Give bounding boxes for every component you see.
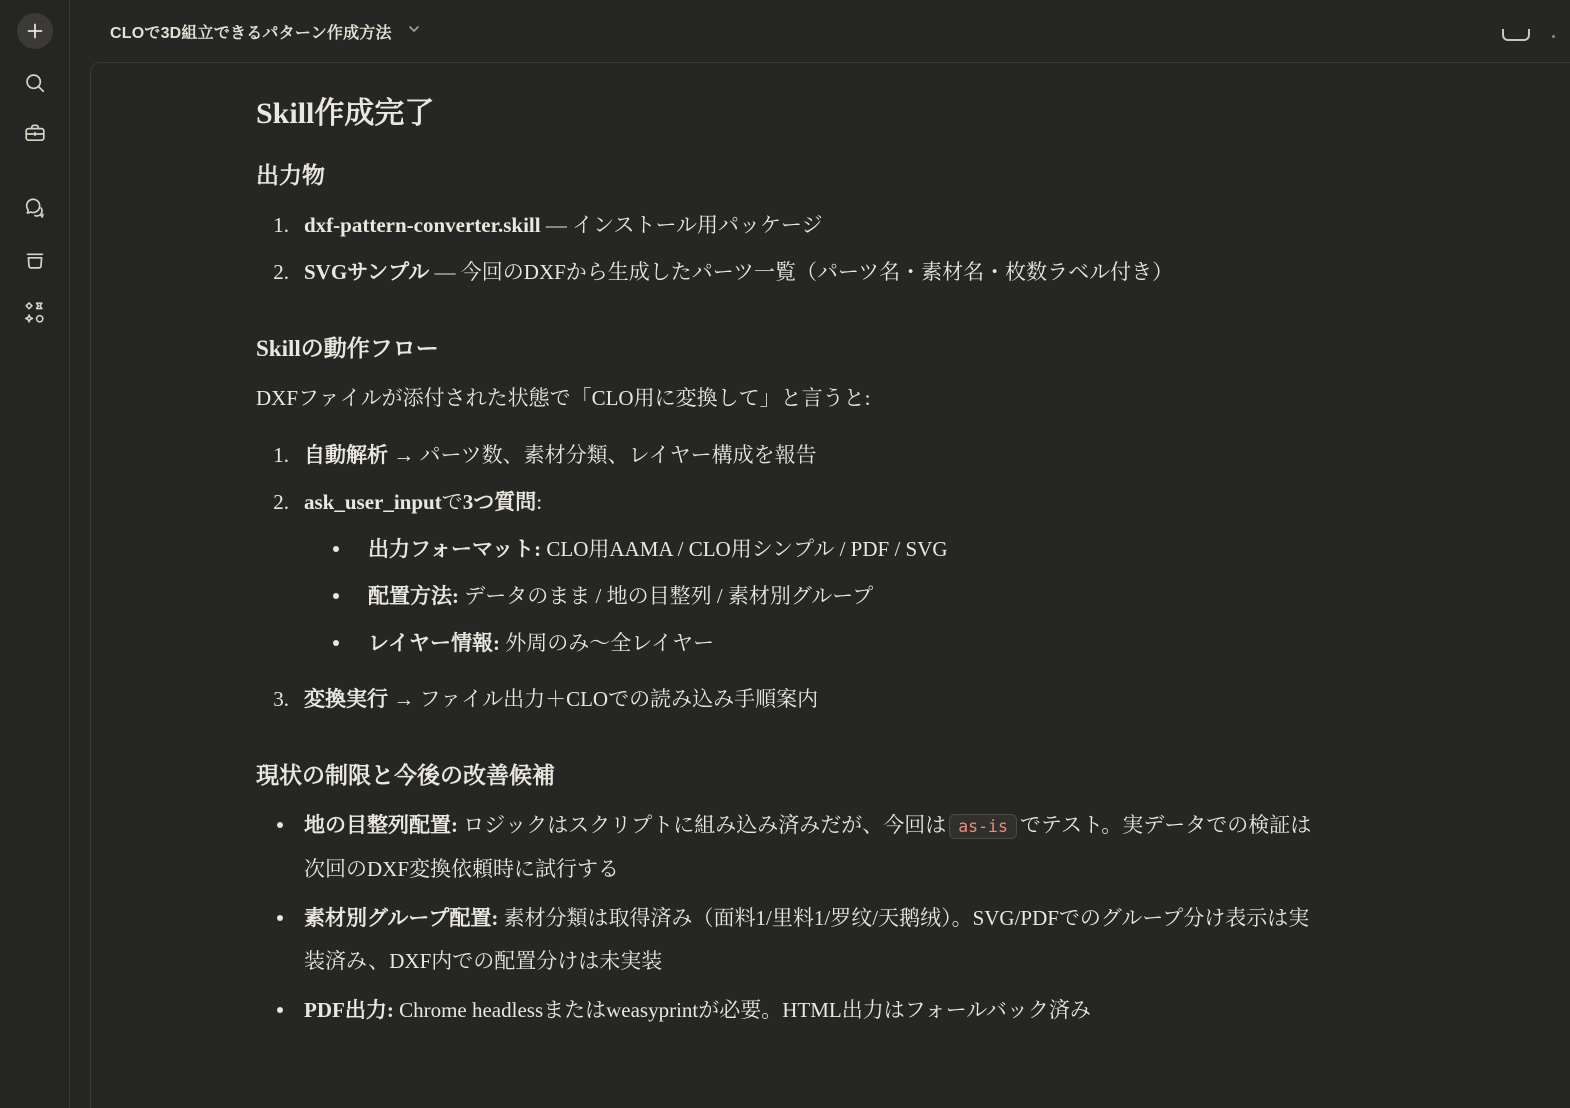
chat-panel: [90, 62, 1570, 1108]
inline-code: as-is: [949, 814, 1017, 839]
thread-title-dropdown[interactable]: [110, 20, 421, 43]
list-item: 1. dxf-pattern-converter.skill — インストール用パッケージ: [256, 204, 1314, 246]
window-control-dot-icon: [1552, 35, 1555, 38]
bullet-icon: [333, 640, 339, 646]
questions-list: [304, 528, 1314, 664]
projects-button[interactable]: [15, 113, 55, 153]
bullet-icon: [333, 546, 339, 552]
flow-list: [256, 434, 1314, 720]
list-item: PDF出力: Chrome headlessまたはweasyprintが必要。HTML出力はフォールバック済み: [256, 989, 1314, 1032]
chat-bubbles-icon: [22, 196, 47, 221]
list-item: 2. SVGサンプル — 今回のDXFから生成したパーツ一覧（パーツ名・素材名・枚数ラベル付き）: [256, 251, 1314, 293]
page-title: CLOで3D組立できるパターン作成方法: [110, 24, 392, 42]
flow-intro: DXFファイルが添付された状態で「CLO用に変換して」と言うと:: [256, 386, 871, 410]
sidebar: [0, 0, 70, 1108]
new-chat-button[interactable]: [17, 13, 53, 49]
limitations-heading: 現状の制限と今後の改善候補: [256, 763, 555, 788]
list-item: 地の目整列配置: ロジックはスクリプトに組み込み済みだが、今回は as-is でテスト。実データでの検証は次回のDXF変換依頼時に試行する: [256, 804, 1314, 891]
bullet-icon: [277, 822, 283, 828]
chats-button[interactable]: [15, 188, 55, 228]
outputs-heading: 出力物: [256, 163, 325, 188]
search-button[interactable]: [15, 63, 55, 103]
list-number: 2.: [273, 260, 289, 284]
storage-box-icon: [23, 249, 47, 273]
list-item: レイヤー情報: 外周のみ〜全レイヤー: [304, 622, 1314, 664]
list-item: 素材別グループ配置: 素材分類は取得済み（面料1/里料1/罗纹/天鹅绒）。SVG/PDFでのグループ分け表示は実装済み、DXF内での配置分けは未実装: [256, 897, 1314, 983]
limitations-list: [256, 804, 1314, 1032]
outputs-list: [256, 204, 1314, 293]
bullet-icon: [333, 593, 339, 599]
list-number: 1.: [273, 213, 289, 237]
list-item: 出力フォーマット: CLO用AAMA / CLO用シンプル / PDF / SVG: [304, 528, 1314, 570]
list-item: 配置方法: データのまま / 地の目整列 / 素材別グループ: [304, 575, 1314, 617]
plus-icon: [25, 21, 45, 41]
message-heading: Skill作成完了: [256, 97, 435, 130]
shapes-icon: [22, 300, 47, 325]
list-number: 2.: [273, 490, 289, 514]
main-area: [70, 0, 1570, 1108]
chevron-down-icon: [407, 22, 421, 41]
search-icon: [23, 71, 47, 95]
list-item: 2. ask_user_inputで3つ質問: 出力フォーマット: CLO用AAMA / CLO用シンプル / PDF / SVG 配置方法: データのまま / 地の目整列 / 素材別グループ レイヤー情報: 外周のみ〜全レイヤー: [256, 481, 1314, 673]
list-item: 3. 変換実行 → ファイル出力＋CLOでの読み込み手順案内: [256, 678, 1314, 720]
assistant-message: [256, 63, 1314, 1032]
window-control-partial-icon[interactable]: [1502, 29, 1530, 41]
thread-header: [70, 0, 1570, 62]
list-item: 1. 自動解析 → パーツ数、素材分類、レイヤー構成を報告: [256, 434, 1314, 476]
flow-heading: Skillの動作フロー: [256, 336, 439, 361]
artifacts-button[interactable]: [15, 241, 55, 281]
list-number: 1.: [273, 443, 289, 467]
bullet-icon: [277, 1007, 283, 1013]
connectors-button[interactable]: [15, 292, 55, 332]
list-number: 3.: [273, 687, 289, 711]
briefcase-icon: [23, 121, 47, 145]
bullet-icon: [277, 915, 283, 921]
